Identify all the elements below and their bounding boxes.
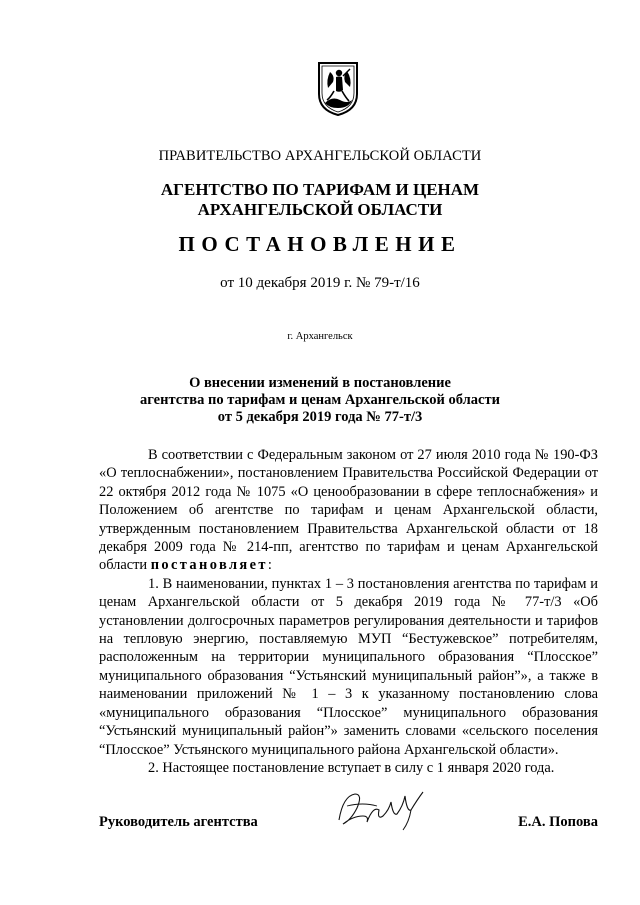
- preamble-text: В соответствии с Федеральным законом от 27 июля 2010 года № 190-ФЗ «О теплоснабжении», постановлением Правительства Российской Федерации от 22 октября 2012 года № 1075 «О ценообразовании в сфере теплоснабжения» и Положением об агентстве по тарифам и ценам Архангельской области, утвержденным постановлением Правительства Архангельской области от 18 декабря 2009 года № 214-пп, агентство по тарифам и ценам Архангельской области: [99, 447, 598, 574]
- subject-line2: агентства по тарифам и ценам Архангельской области: [140, 392, 500, 408]
- government-title: ПРАВИТЕЛЬСТВО АРХАНГЕЛЬСКОЙ ОБЛАСТИ: [158, 148, 482, 164]
- subject-line1: О внесении изменений в постановление: [189, 375, 451, 391]
- signature-block: [99, 808, 598, 848]
- signatory-title: Руководитель агентства: [99, 814, 258, 830]
- item-2-paragraph: 2. Настоящее постановление вступает в силу с 1 января 2020 года.: [148, 759, 555, 776]
- preamble-paragraph: [99, 446, 598, 575]
- document-body: [99, 446, 598, 777]
- city-label: г. Архангельск: [287, 331, 353, 342]
- item-1-paragraph: 1. В наименовании, пунктах 1 – 3 постановления агентства по тарифам и ценам Архангельской области от 5 декабря 2019 года № 77-т/3 «Об установлении долгосрочных параметров регулирования деятельности и тарифов на тепловую энергию, поставляемую МУП “Бестужевское” потребителям, расположенным на территории муниципального образования “Плосское” муниципального образования “Устьянский муниципальный район”», а также в наименовании приложений № 1 – 3 к указанному постановлению слова «муниципального образования “Плосское” муниципального образования “Устьянский муниципальный район”» заменить словами «сельского поселения “Плосское” Устьянского муниципального района Архангельской области».: [99, 575, 598, 758]
- date-and-number: от 10 декабря 2019 г. № 79-т/16: [220, 275, 420, 291]
- agency-title: [0, 180, 640, 220]
- document-type-heading: ПОСТАНОВЛЕНИЕ: [178, 232, 462, 256]
- document-subject: [0, 375, 640, 426]
- agency-title-line2: АРХАНГЕЛЬСКОЙ ОБЛАСТИ: [197, 200, 443, 219]
- handwritten-signature: [333, 786, 429, 834]
- signatory-name: Е.А. Попова: [518, 814, 598, 830]
- resolves-colon: :: [267, 557, 272, 574]
- subject-line3: от 5 декабря 2019 года № 77-т/3: [217, 409, 423, 425]
- resolves-word: постановляет: [150, 557, 268, 574]
- coat-of-arms-emblem: [316, 60, 360, 118]
- agency-title-line1: АГЕНТСТВО ПО ТАРИФАМ И ЦЕНАМ: [160, 180, 480, 199]
